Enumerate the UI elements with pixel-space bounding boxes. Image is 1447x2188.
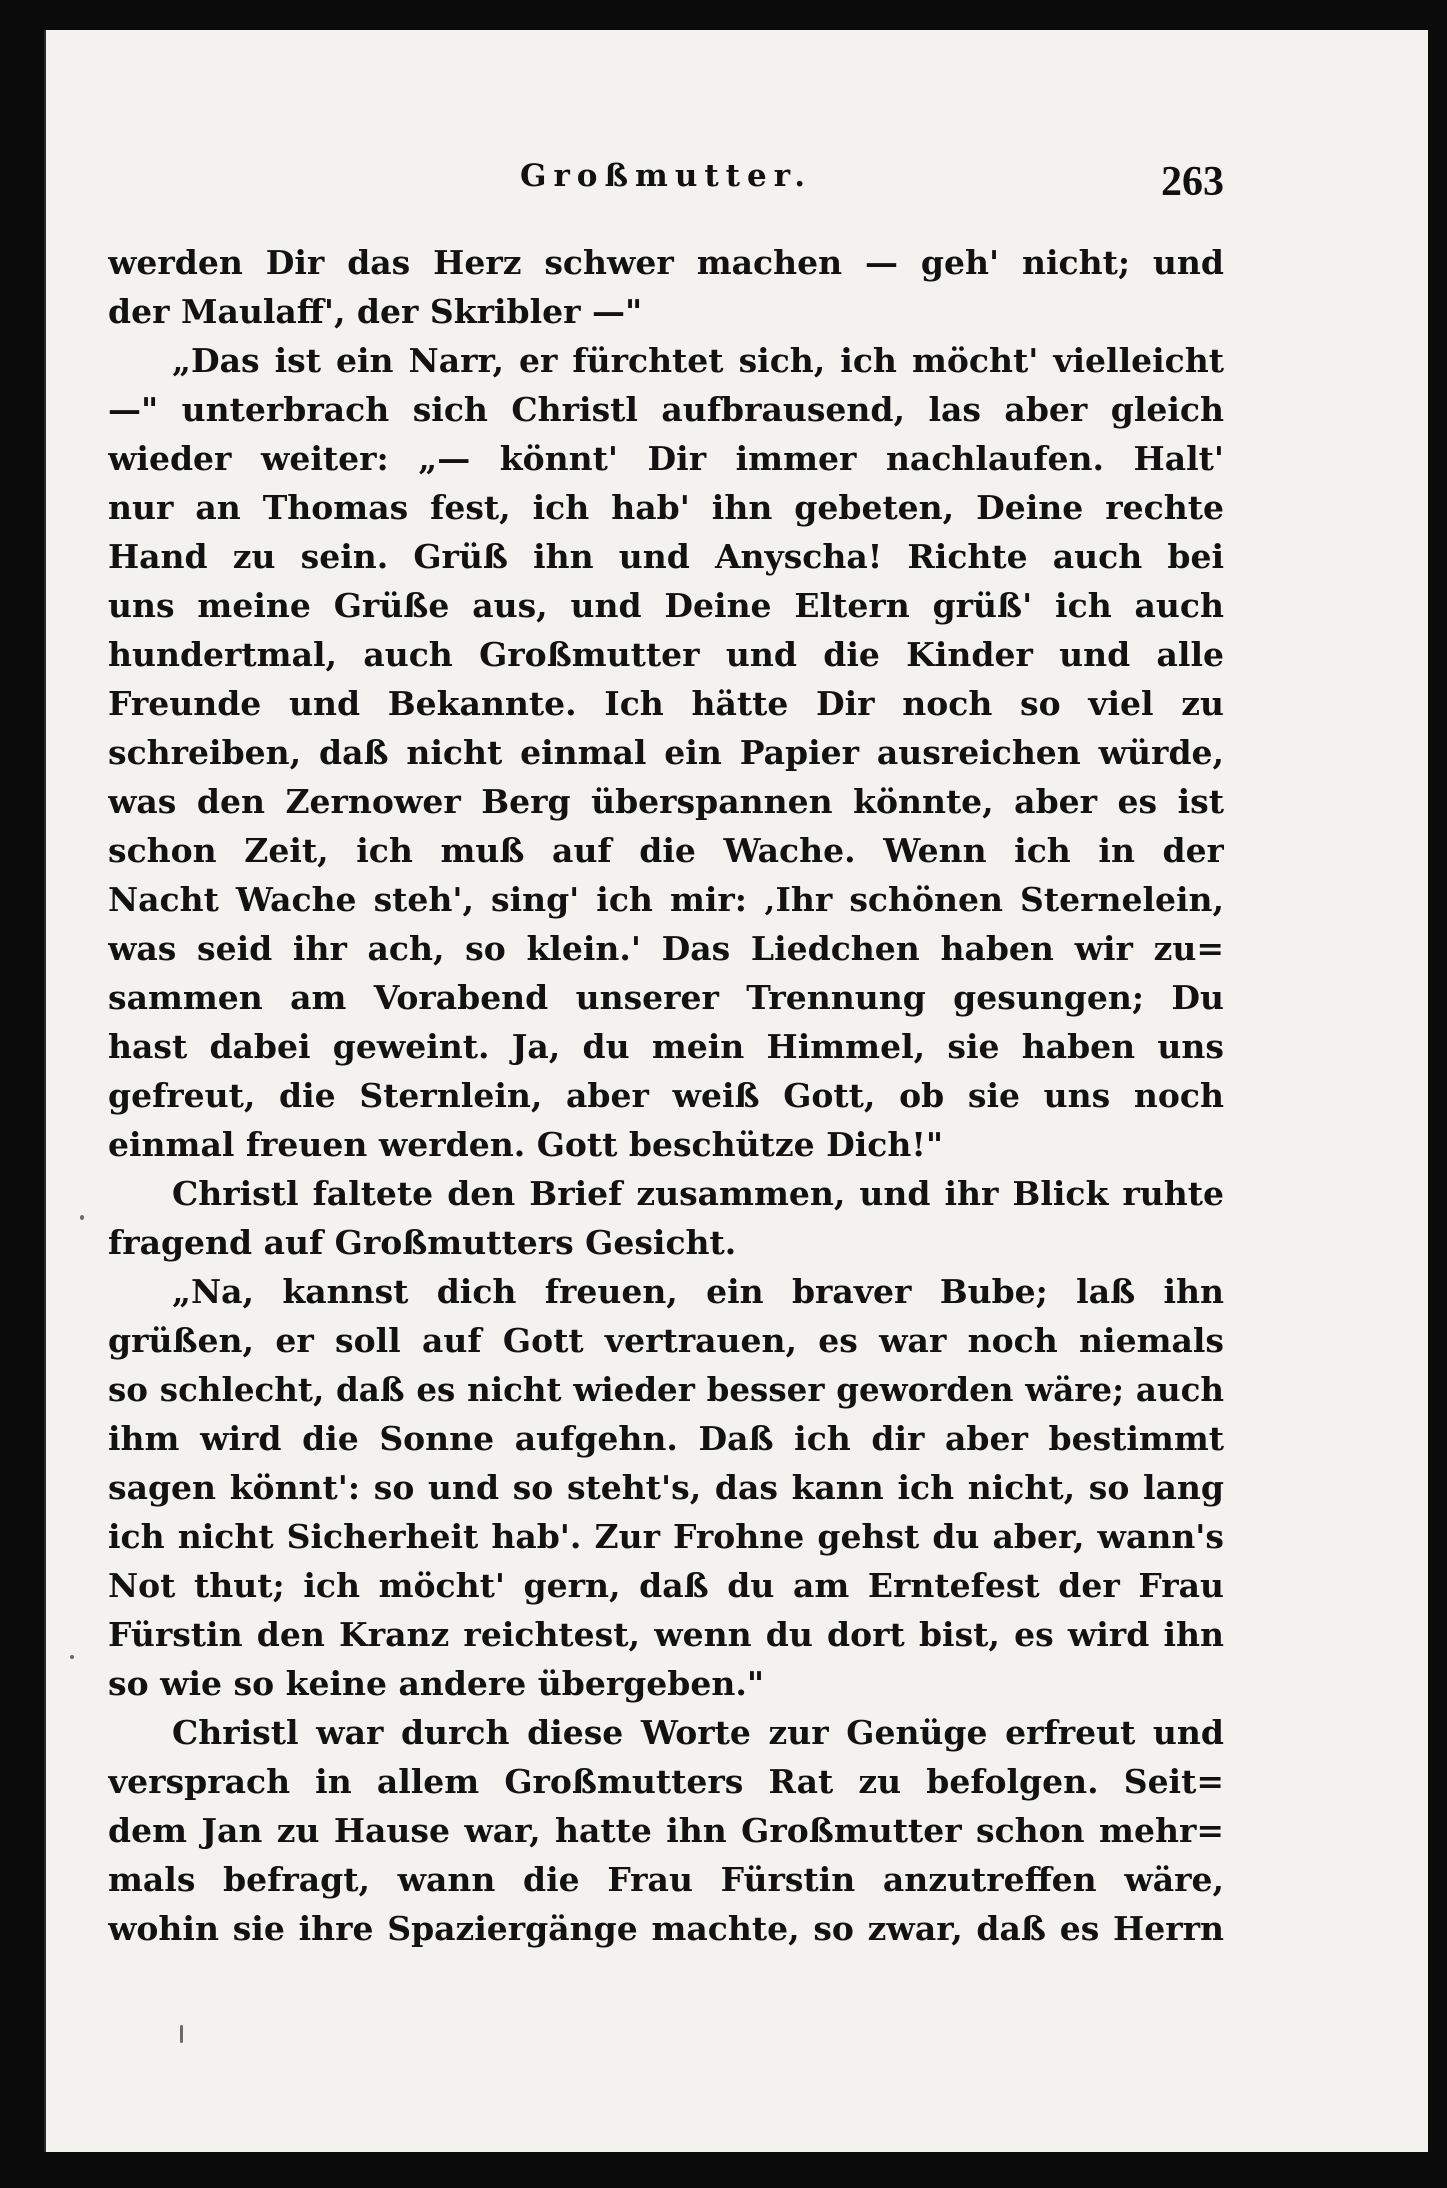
text-line: Christl faltete den Brief zusammen, und ihr Blick ruhte — [172, 1174, 1224, 1213]
text-line: was seid ihr ach, so klein.' Das Liedchen haben wir zu= — [108, 929, 1224, 968]
page-number: 263 — [1161, 159, 1224, 205]
text-line: hundertmal, auch Großmutter und die Kinder und alle — [108, 635, 1224, 674]
text-line: nur an Thomas fest, ich hab' ihn gebeten, Deine rechte — [108, 488, 1224, 527]
text-line: Nacht Wache steh', sing' ich mir: ‚Ihr schönen Sternelein, — [108, 880, 1224, 919]
text-line: Hand zu sein. Grüß ihn und Anyscha! Richte auch bei — [108, 537, 1224, 576]
text-line: Christl war durch diese Worte zur Genüge erfreut und — [172, 1713, 1224, 1752]
page-header — [108, 158, 1224, 218]
text-line: gefreut, die Sternlein, aber weiß Gott, ob sie uns noch — [108, 1076, 1224, 1115]
text-line: Fürstin den Kranz reichtest, wenn du dort bist, es wird ihn — [108, 1615, 1224, 1654]
text-line: dem Jan zu Hause war, hatte ihn Großmutter schon mehr= — [108, 1811, 1224, 1850]
paper-speck — [80, 1215, 84, 1220]
text-line: fragend auf Großmutters Gesicht. — [108, 1223, 737, 1262]
text-line: wohin sie ihre Spaziergänge machte, so zwar, daß es Herrn — [108, 1909, 1224, 1948]
text-line: so wie so keine andere übergeben." — [108, 1664, 765, 1703]
text-line: —" unterbrach sich Christl aufbrausend, las aber gleich — [108, 390, 1224, 429]
body-text — [108, 238, 1224, 1953]
text-line: werden Dir das Herz schwer machen — geh' nicht; und — [108, 243, 1224, 282]
text-line: grüßen, er soll auf Gott vertrauen, es war noch niemals — [108, 1321, 1224, 1360]
text-line: wieder weiter: „— könnt' Dir immer nachlaufen. Halt' — [108, 439, 1224, 478]
text-line: schreiben, daß nicht einmal ein Papier ausreichen würde, — [108, 733, 1224, 772]
text-line: der Maulaff', der Skribler —" — [108, 292, 643, 331]
text-line: mals befragt, wann die Frau Fürstin anzutreffen wäre, — [108, 1860, 1224, 1899]
text-line: hast dabei geweint. Ja, du mein Himmel, sie haben uns — [108, 1027, 1224, 1066]
text-line: „Das ist ein Narr, er fürchtet sich, ich möcht' vielleicht — [172, 341, 1224, 380]
text-line: uns meine Grüße aus, und Deine Eltern grüß' ich auch — [108, 586, 1224, 625]
text-line: so schlecht, daß es nicht wieder besser geworden wäre; auch — [108, 1370, 1224, 1409]
text-line: „Na, kannst dich freuen, ein braver Bube; laß ihn — [172, 1272, 1224, 1311]
text-line: versprach in allem Großmutters Rat zu befolgen. Seit= — [108, 1762, 1224, 1801]
text-line: einmal freuen werden. Gott beschütze Dich!" — [108, 1125, 944, 1164]
text-line: was den Zernower Berg überspannen könnte, aber es ist — [108, 782, 1224, 821]
paper-speck — [70, 1655, 74, 1659]
paper-speck — [180, 2025, 183, 2043]
text-line: ich nicht Sicherheit hab'. Zur Frohne gehst du aber, wann's — [108, 1517, 1224, 1556]
running-title: Großmutter. — [519, 158, 813, 194]
text-line: sagen könnt': so und so steht's, das kann ich nicht, so lang — [108, 1468, 1224, 1507]
text-line: sammen am Vorabend unserer Trennung gesungen; Du — [108, 978, 1224, 1017]
text-line: Freunde und Bekannte. Ich hätte Dir noch so viel zu — [108, 684, 1224, 723]
text-line: Not thut; ich möcht' gern, daß du am Erntefest der Frau — [108, 1566, 1224, 1605]
text-line: ihm wird die Sonne aufgehn. Daß ich dir aber bestimmt — [108, 1419, 1224, 1458]
text-line: schon Zeit, ich muß auf die Wache. Wenn ich in der — [108, 831, 1224, 870]
